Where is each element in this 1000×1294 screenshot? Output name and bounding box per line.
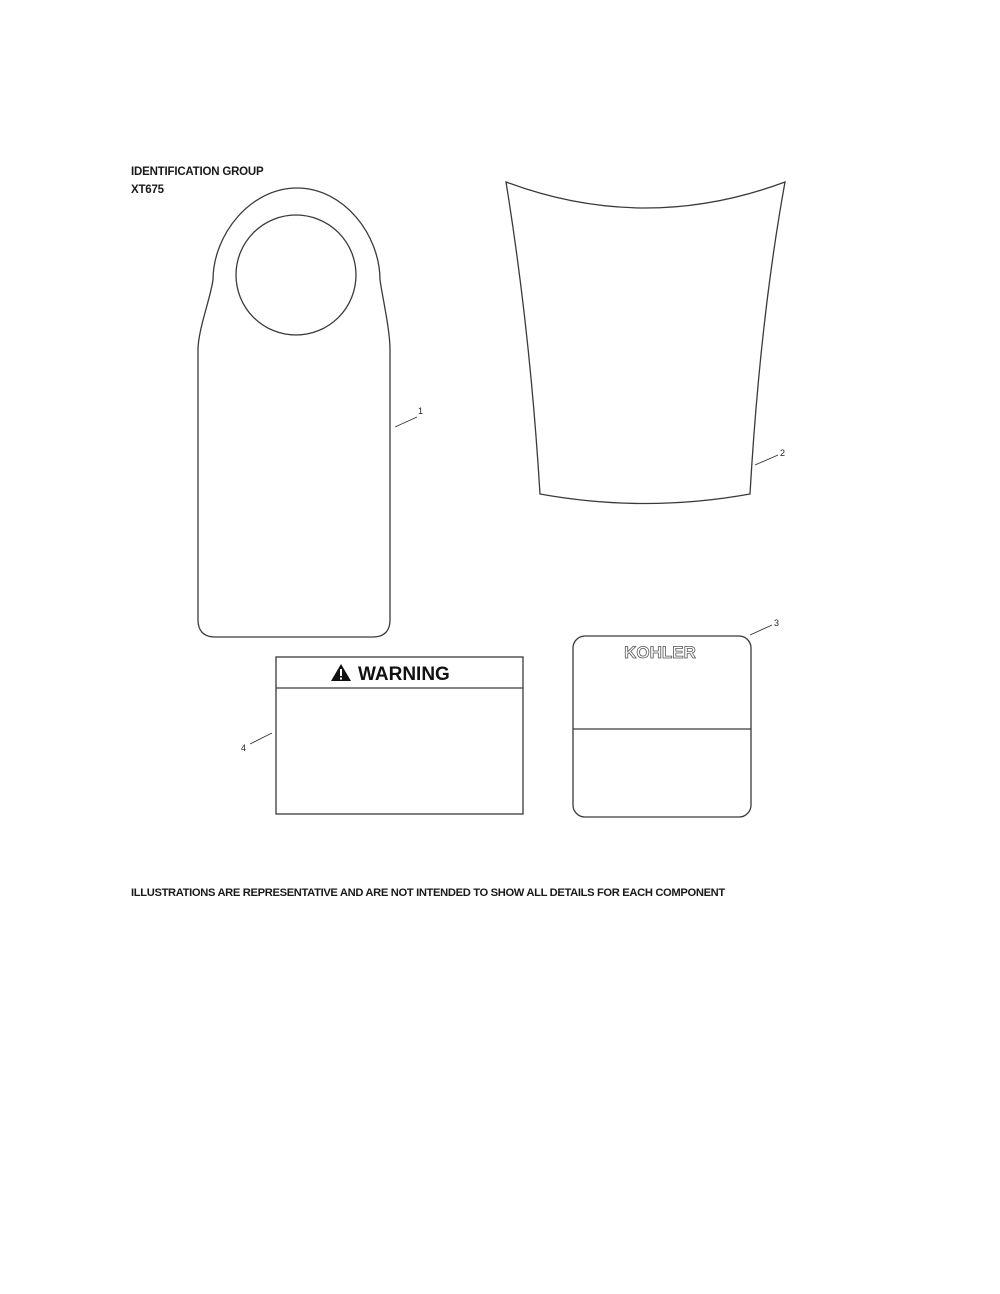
callout-4: 4: [241, 743, 247, 753]
callout-3: 3: [774, 618, 780, 628]
callout-leader-3: [750, 625, 772, 635]
warning-label-icon: [276, 657, 523, 814]
kohler-brand-text: KOHLER: [624, 643, 696, 662]
callout-2: 2: [780, 448, 786, 458]
warning-text: WARNING: [358, 664, 450, 685]
model-number: XT675: [131, 184, 164, 196]
kohler-label-icon: [573, 636, 751, 817]
callout-1: 1: [418, 406, 424, 416]
footer-note: ILLUSTRATIONS ARE REPRESENTATIVE AND ARE NOT INTENDED TO SHOW ALL DETAILS FOR EACH COMPONENT: [131, 887, 725, 899]
callout-leader-1: [395, 417, 417, 427]
curved-decal-icon: [506, 182, 785, 504]
callout-leader-2: [755, 455, 778, 465]
callout-leader-4: [250, 733, 272, 744]
group-title: IDENTIFICATION GROUP: [131, 166, 264, 178]
hang-tag-decal-icon: [198, 188, 390, 637]
